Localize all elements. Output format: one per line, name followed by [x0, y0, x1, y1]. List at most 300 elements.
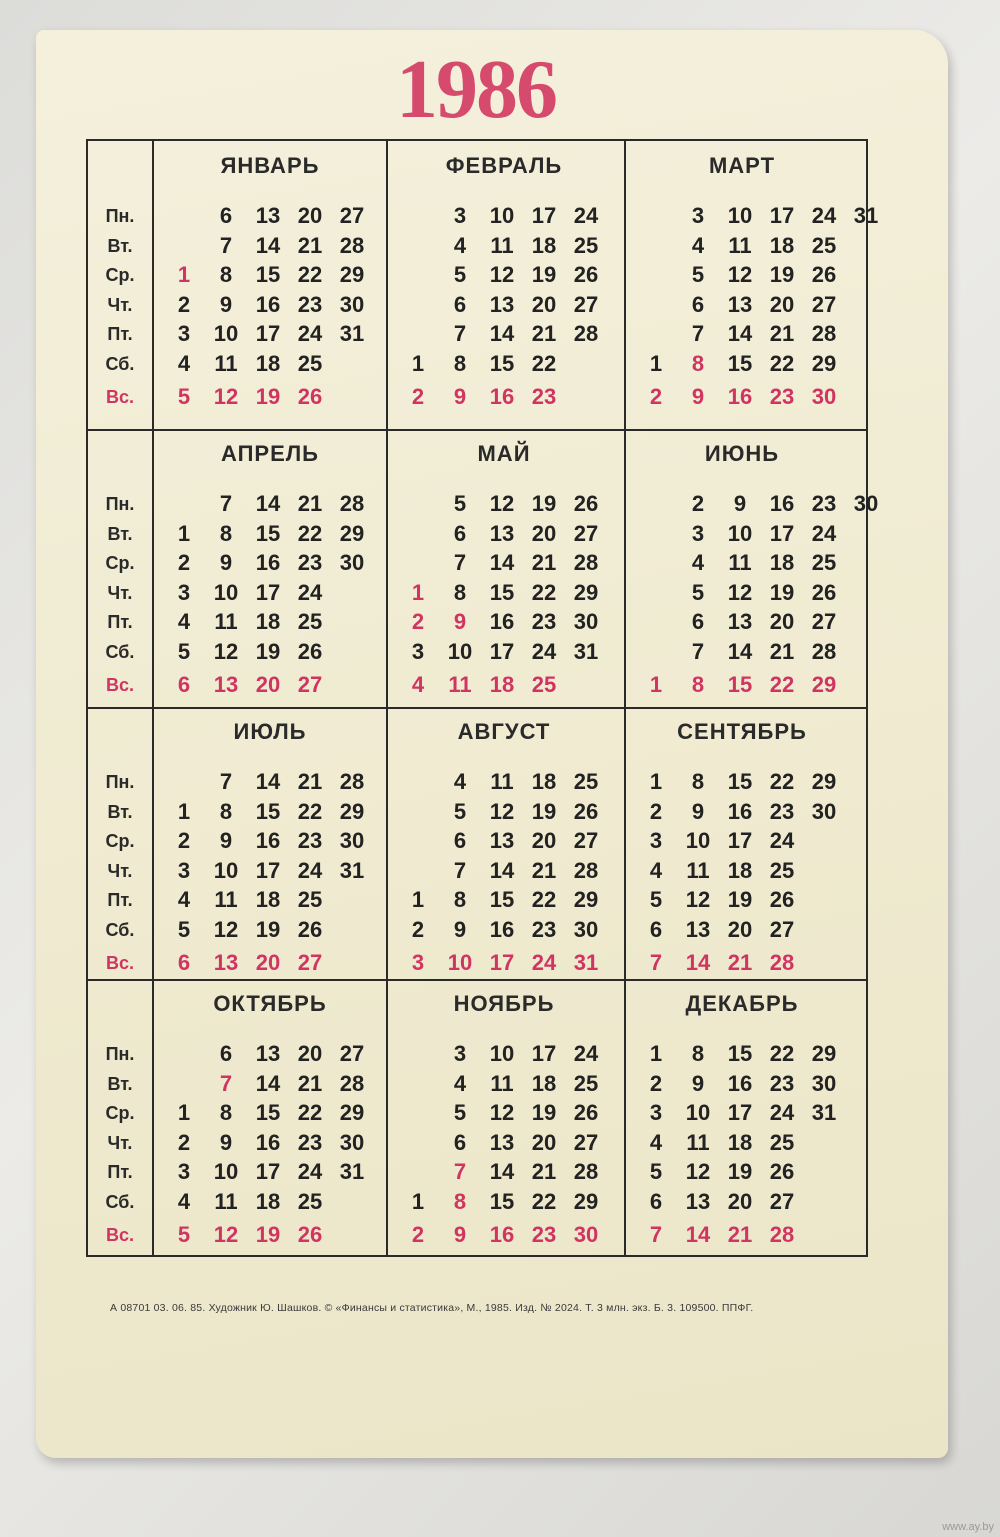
day-number: 19 — [255, 638, 281, 664]
day-number: 30 — [811, 798, 837, 824]
day-number: 24 — [531, 950, 557, 975]
day-number: 18 — [255, 609, 281, 634]
day-number: 8 — [453, 1188, 467, 1214]
day-number: 10 — [213, 1159, 239, 1184]
day-number: 14 — [685, 1222, 711, 1247]
day-number: 30 — [339, 291, 365, 317]
day-number: 14 — [255, 491, 281, 516]
day-number: 20 — [531, 1129, 557, 1155]
weekday-label: Вт. — [107, 801, 133, 822]
day-number: 14 — [255, 1070, 281, 1096]
day-number: 28 — [811, 638, 837, 664]
day-number: 20 — [727, 916, 753, 942]
day-number: 23 — [531, 916, 557, 942]
day-number: 22 — [297, 262, 323, 287]
day-number: 24 — [297, 579, 323, 605]
day-number: 28 — [339, 232, 365, 258]
day-number: 31 — [339, 321, 365, 346]
day-number: 12 — [489, 1100, 515, 1125]
day-number: 1 — [177, 262, 191, 287]
day-number: 15 — [727, 350, 753, 376]
day-number: 4 — [453, 232, 467, 258]
day-number: 10 — [489, 1041, 515, 1066]
day-number: 24 — [573, 203, 599, 228]
day-number: 13 — [255, 203, 281, 228]
day-number: 7 — [453, 321, 467, 346]
site-watermark: www.ay.by — [942, 1521, 994, 1533]
day-number: 25 — [573, 1070, 599, 1096]
day-number: 28 — [573, 857, 599, 883]
day-number: 18 — [255, 887, 281, 912]
day-number: 25 — [573, 232, 599, 258]
day-number: 7 — [649, 1222, 663, 1247]
day-number: 17 — [769, 203, 795, 228]
weekday-label: Вс. — [105, 953, 134, 973]
day-number: 6 — [453, 291, 467, 317]
day-number: 30 — [573, 609, 599, 634]
weekday-label: Пт. — [107, 1162, 133, 1182]
day-number: 15 — [255, 520, 281, 546]
day-number: 25 — [297, 350, 323, 376]
day-number: 6 — [649, 916, 663, 942]
weekday-label: Пт. — [107, 324, 133, 344]
day-number: 17 — [531, 1041, 557, 1066]
day-number: 16 — [489, 384, 515, 409]
day-number: 9 — [453, 916, 467, 942]
day-number: 21 — [727, 1222, 753, 1247]
day-number: 20 — [727, 1188, 753, 1214]
weekday-label: Ср. — [105, 1103, 135, 1123]
day-number: 13 — [727, 291, 753, 317]
day-number: 2 — [691, 491, 705, 516]
day-number: 8 — [219, 262, 233, 287]
day-number: 8 — [691, 350, 705, 376]
day-number: 9 — [219, 550, 233, 575]
day-number: 7 — [219, 491, 233, 516]
day-number: 18 — [489, 672, 515, 697]
day-number: 1 — [177, 798, 191, 824]
day-number: 21 — [769, 638, 795, 664]
day-number: 30 — [811, 384, 837, 409]
day-number: 26 — [573, 491, 599, 516]
day-number: 10 — [447, 950, 473, 975]
weekday-label: Вт. — [107, 235, 133, 256]
day-number: 1 — [411, 1188, 425, 1214]
month-block — [152, 979, 388, 1259]
month-block — [386, 707, 622, 987]
day-number: 2 — [649, 384, 663, 409]
day-number: 23 — [531, 384, 557, 409]
day-number: 28 — [769, 1222, 795, 1247]
day-number: 17 — [489, 638, 515, 664]
day-number: 17 — [255, 1159, 281, 1184]
day-number: 3 — [649, 1100, 663, 1125]
day-number: 27 — [573, 520, 599, 546]
weekday-label: Ср. — [105, 265, 135, 285]
day-number: 15 — [727, 672, 753, 697]
day-number: 23 — [297, 1129, 323, 1155]
day-number: 16 — [489, 916, 515, 942]
day-number: 28 — [339, 491, 365, 516]
day-number: 28 — [339, 769, 365, 794]
day-number: 6 — [453, 520, 467, 546]
day-number: 16 — [769, 491, 795, 516]
weekday-label: Ср. — [105, 831, 135, 851]
day-number: 15 — [489, 1188, 515, 1214]
day-number: 29 — [339, 262, 365, 287]
day-number: 7 — [453, 857, 467, 883]
day-number: 4 — [649, 857, 663, 883]
day-number: 15 — [489, 579, 515, 605]
day-number: 18 — [727, 1129, 753, 1155]
day-number: 25 — [297, 609, 323, 634]
weekday-label: Вс. — [105, 675, 134, 695]
day-number: 25 — [531, 672, 557, 697]
day-number: 22 — [531, 1188, 557, 1214]
day-number: 2 — [411, 384, 425, 409]
day-number: 19 — [531, 798, 557, 824]
day-number: 21 — [531, 857, 557, 883]
weekday-label: Вс. — [105, 1225, 134, 1245]
day-number: 24 — [297, 1159, 323, 1184]
month-name: МАРТ — [708, 153, 776, 178]
day-number: 27 — [339, 1041, 365, 1066]
day-number: 31 — [339, 1159, 365, 1184]
day-number: 22 — [297, 520, 323, 546]
day-number: 19 — [727, 887, 753, 912]
day-number: 6 — [453, 828, 467, 853]
day-number: 5 — [177, 1222, 191, 1247]
day-number: 28 — [769, 950, 795, 975]
day-number: 26 — [769, 1159, 795, 1184]
day-number: 25 — [573, 769, 599, 794]
day-number: 12 — [685, 887, 711, 912]
day-number: 17 — [769, 520, 795, 546]
day-number: 19 — [769, 262, 795, 287]
day-number: 23 — [297, 828, 323, 853]
publisher-imprint: А 08701 03. 06. 85. Художник Ю. Шашков. © «Финансы и статистика», М., 1985. Изд. № 2024. Т. 3 млн. экз. Б. 3. 109500. ППФГ. — [110, 1302, 754, 1314]
day-number: 26 — [811, 579, 837, 605]
day-number: 30 — [811, 1070, 837, 1096]
day-number: 8 — [219, 798, 233, 824]
day-number: 19 — [727, 1159, 753, 1184]
day-number: 20 — [255, 672, 281, 697]
weekday-label: Пн. — [105, 772, 135, 792]
day-number: 9 — [219, 291, 233, 317]
day-number: 23 — [811, 491, 837, 516]
day-number: 1 — [649, 769, 663, 794]
day-number: 5 — [691, 262, 705, 287]
day-number: 15 — [255, 1100, 281, 1125]
month-name: АПРЕЛЬ — [220, 441, 319, 466]
day-number: 13 — [489, 291, 515, 317]
day-number: 21 — [769, 321, 795, 346]
day-number: 8 — [219, 520, 233, 546]
day-number: 31 — [573, 950, 599, 975]
day-number: 11 — [490, 769, 514, 794]
day-number: 11 — [448, 672, 472, 697]
weekday-label: Чт. — [107, 860, 133, 881]
day-number: 14 — [727, 638, 753, 664]
weekday-label: Сб. — [105, 919, 135, 940]
day-number: 15 — [727, 769, 753, 794]
day-number: 20 — [769, 291, 795, 317]
day-number: 26 — [297, 916, 323, 942]
day-number: 25 — [769, 1129, 795, 1155]
day-number: 24 — [531, 638, 557, 664]
day-number: 26 — [811, 262, 837, 287]
day-number: 27 — [769, 1188, 795, 1214]
day-number: 28 — [339, 1070, 365, 1096]
day-number: 20 — [531, 291, 557, 317]
day-number: 24 — [769, 828, 795, 853]
weekday-label: Пт. — [107, 612, 133, 632]
weekday-label: Пн. — [105, 1044, 135, 1064]
day-number: 18 — [255, 1188, 281, 1214]
day-number: 11 — [214, 350, 238, 376]
day-number: 9 — [219, 828, 233, 853]
weekday-label: Пт. — [107, 890, 133, 910]
day-number: 10 — [685, 828, 711, 853]
day-number: 12 — [685, 1159, 711, 1184]
day-number: 16 — [727, 1070, 753, 1096]
day-number: 22 — [297, 1100, 323, 1125]
day-number: 19 — [255, 916, 281, 942]
day-number: 7 — [219, 232, 233, 258]
day-number: 2 — [411, 1222, 425, 1247]
day-number: 8 — [219, 1100, 233, 1125]
day-number: 27 — [297, 672, 323, 697]
weekday-label: Вт. — [107, 1073, 133, 1094]
day-number: 9 — [453, 609, 467, 634]
weekday-label: Пн. — [105, 494, 135, 514]
day-number: 5 — [691, 579, 705, 605]
day-number: 2 — [411, 609, 425, 634]
day-number: 28 — [573, 321, 599, 346]
day-number: 1 — [649, 1041, 663, 1066]
day-number: 3 — [411, 638, 425, 664]
day-number: 29 — [339, 520, 365, 546]
day-number: 22 — [531, 579, 557, 605]
day-number: 27 — [573, 291, 599, 317]
day-number: 24 — [573, 1041, 599, 1066]
day-number: 30 — [573, 1222, 599, 1247]
day-number: 12 — [213, 1222, 239, 1247]
day-number: 11 — [214, 1188, 238, 1214]
day-number: 3 — [691, 203, 705, 228]
day-number: 20 — [297, 203, 323, 228]
day-number: 12 — [489, 491, 515, 516]
day-number: 15 — [489, 887, 515, 912]
day-number: 27 — [769, 916, 795, 942]
day-number: 13 — [685, 916, 711, 942]
weekday-label: Вс. — [105, 387, 134, 407]
day-number: 5 — [453, 1100, 467, 1125]
day-number: 17 — [531, 203, 557, 228]
day-number: 6 — [691, 609, 705, 634]
day-number: 30 — [853, 491, 879, 516]
day-number: 18 — [769, 232, 795, 258]
day-number: 14 — [685, 950, 711, 975]
day-number: 5 — [177, 638, 191, 664]
day-number: 10 — [685, 1100, 711, 1125]
day-number: 26 — [297, 638, 323, 664]
day-number: 13 — [489, 828, 515, 853]
day-number: 7 — [691, 638, 705, 664]
day-number: 30 — [339, 828, 365, 853]
day-number: 9 — [219, 1129, 233, 1155]
day-number: 18 — [727, 857, 753, 883]
month-name: ЯНВАРЬ — [220, 153, 320, 178]
day-number: 15 — [489, 350, 515, 376]
month-block — [624, 979, 860, 1259]
day-number: 3 — [453, 1041, 467, 1066]
month-block — [152, 141, 388, 421]
day-number: 12 — [489, 262, 515, 287]
day-number: 23 — [531, 609, 557, 634]
weekday-label: Сб. — [105, 353, 135, 374]
day-number: 10 — [447, 638, 473, 664]
day-number: 20 — [255, 950, 281, 975]
month-name: НОЯБРЬ — [453, 991, 555, 1016]
day-number: 27 — [297, 950, 323, 975]
day-number: 6 — [649, 1188, 663, 1214]
day-number: 29 — [811, 672, 837, 697]
day-number: 18 — [531, 1070, 557, 1096]
day-number: 16 — [255, 550, 281, 575]
month-name: ДЕКАБРЬ — [685, 991, 799, 1016]
day-number: 26 — [297, 384, 323, 409]
day-number: 29 — [811, 1041, 837, 1066]
day-number: 2 — [177, 828, 191, 853]
day-number: 17 — [489, 950, 515, 975]
day-number: 10 — [727, 203, 753, 228]
day-number: 24 — [297, 857, 323, 883]
day-number: 6 — [219, 1041, 233, 1066]
day-number: 1 — [649, 350, 663, 376]
day-number: 7 — [649, 950, 663, 975]
day-number: 15 — [727, 1041, 753, 1066]
day-number: 4 — [177, 350, 191, 376]
day-number: 11 — [686, 1129, 710, 1155]
day-number: 21 — [297, 491, 323, 516]
day-number: 1 — [177, 1100, 191, 1125]
day-number: 9 — [691, 384, 705, 409]
day-number: 2 — [177, 1129, 191, 1155]
day-number: 29 — [339, 1100, 365, 1125]
day-number: 11 — [490, 1070, 514, 1096]
weekday-label: Сб. — [105, 641, 135, 662]
day-number: 10 — [213, 857, 239, 883]
day-number: 8 — [691, 672, 705, 697]
day-number: 11 — [214, 887, 238, 912]
day-number: 14 — [727, 321, 753, 346]
day-number: 13 — [255, 1041, 281, 1066]
day-number: 2 — [177, 550, 191, 575]
day-number: 16 — [727, 798, 753, 824]
day-number: 15 — [255, 262, 281, 287]
day-number: 4 — [649, 1129, 663, 1155]
day-number: 6 — [177, 950, 191, 975]
day-number: 29 — [339, 798, 365, 824]
day-number: 28 — [573, 550, 599, 575]
day-number: 14 — [489, 857, 515, 883]
day-number: 2 — [649, 1070, 663, 1096]
day-number: 9 — [691, 798, 705, 824]
month-block — [386, 979, 622, 1259]
day-number: 18 — [769, 550, 795, 575]
month-name: МАЙ — [477, 441, 531, 466]
day-number: 3 — [177, 579, 191, 605]
day-number: 1 — [411, 579, 425, 605]
day-number: 23 — [769, 1070, 795, 1096]
day-number: 23 — [531, 1222, 557, 1247]
day-number: 29 — [573, 887, 599, 912]
day-number: 21 — [297, 232, 323, 258]
day-number: 10 — [213, 321, 239, 346]
day-number: 30 — [339, 550, 365, 575]
weekday-label: Ср. — [105, 553, 135, 573]
day-number: 14 — [489, 1159, 515, 1184]
day-number: 16 — [255, 1129, 281, 1155]
day-number: 9 — [453, 384, 467, 409]
day-number: 13 — [489, 1129, 515, 1155]
day-number: 21 — [297, 769, 323, 794]
day-number: 4 — [691, 550, 705, 575]
month-block — [624, 141, 879, 421]
day-number: 1 — [649, 672, 663, 697]
day-number: 22 — [531, 887, 557, 912]
day-number: 14 — [255, 769, 281, 794]
day-number: 2 — [177, 291, 191, 317]
day-number: 10 — [213, 579, 239, 605]
day-number: 25 — [769, 857, 795, 883]
day-number: 7 — [453, 550, 467, 575]
day-number: 31 — [573, 638, 599, 664]
month-block — [624, 707, 860, 987]
day-number: 17 — [255, 321, 281, 346]
day-number: 19 — [531, 491, 557, 516]
weekday-label: Чт. — [107, 294, 133, 315]
day-number: 24 — [811, 203, 837, 228]
day-number: 28 — [573, 1159, 599, 1184]
day-number: 10 — [489, 203, 515, 228]
day-number: 5 — [177, 916, 191, 942]
day-number: 23 — [297, 291, 323, 317]
day-number: 31 — [339, 857, 365, 883]
day-number: 19 — [255, 1222, 281, 1247]
day-number: 5 — [649, 1159, 663, 1184]
day-number: 19 — [531, 1100, 557, 1125]
day-number: 25 — [297, 887, 323, 912]
day-number: 19 — [769, 579, 795, 605]
month-name: СЕНТЯБРЬ — [677, 719, 807, 744]
day-number: 5 — [649, 887, 663, 912]
day-number: 16 — [727, 384, 753, 409]
day-number: 22 — [531, 350, 557, 376]
day-number: 20 — [769, 609, 795, 634]
day-number: 9 — [691, 1070, 705, 1096]
day-number: 11 — [728, 232, 752, 258]
day-number: 9 — [453, 1222, 467, 1247]
day-number: 20 — [531, 520, 557, 546]
day-number: 20 — [297, 1041, 323, 1066]
day-number: 16 — [489, 609, 515, 634]
day-number: 23 — [297, 550, 323, 575]
weekday-label: Чт. — [107, 1132, 133, 1153]
day-number: 4 — [411, 672, 425, 697]
day-number: 4 — [177, 609, 191, 634]
